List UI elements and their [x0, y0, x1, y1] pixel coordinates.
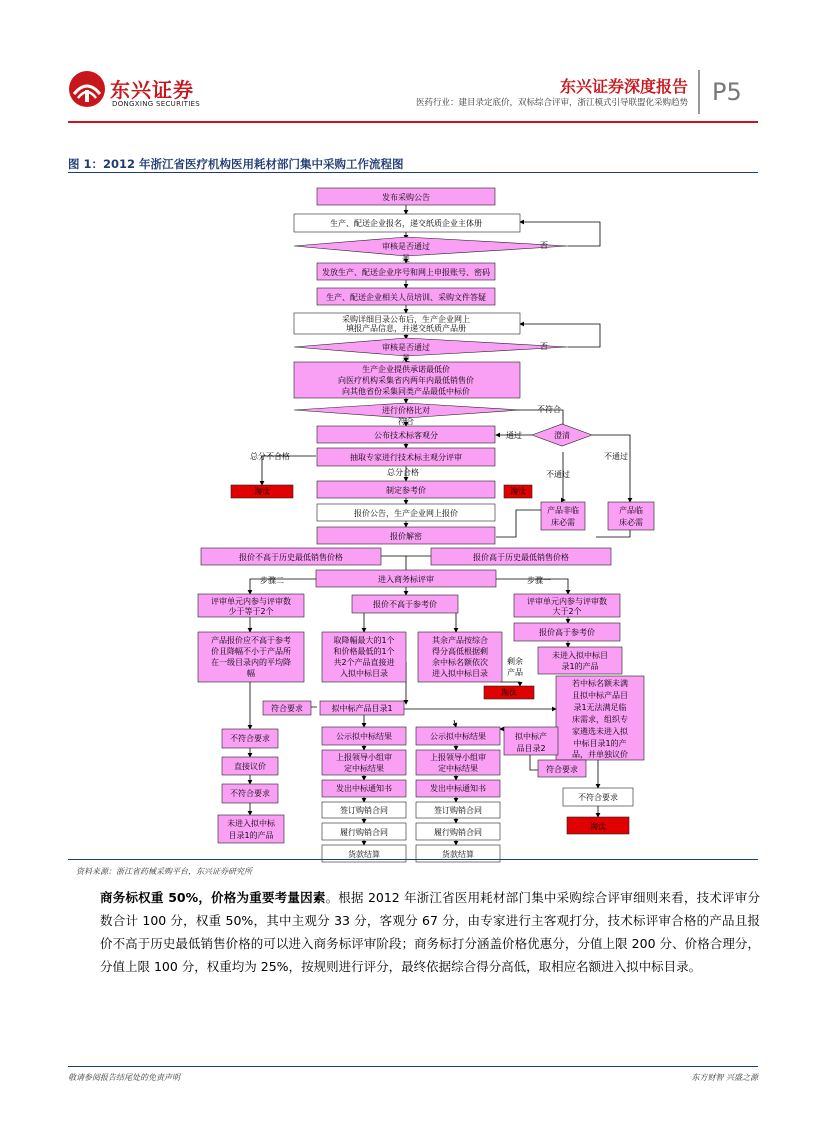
node-not-in-list1-a: 未进入拟中标: [227, 819, 275, 828]
label-fail-1: 不通过: [546, 470, 570, 479]
node-rule-a: 产品报价应不高于参考: [211, 636, 291, 645]
node-non-essential-a: 产品非临: [547, 506, 579, 515]
node-meets-req-right: 符合要求: [546, 765, 578, 774]
node-lowest-price-b: 向医疗机构采集省内两年内最低销售价: [338, 376, 474, 385]
node-essential-b: 床必需: [619, 518, 643, 527]
node-rest-c: 余中标名额依次: [432, 658, 488, 667]
node-direct-a: 取降幅最大的1个: [333, 636, 395, 645]
node-expert-select-a: 若中标名额未满: [572, 679, 628, 688]
node-settle-left: 货款结算: [348, 850, 380, 859]
paragraph-text: 。根据 2012 年浙江省医用耗材部门集中采购综合评审细则来看，技术评审分数合计 100 分，权重 50%，其中主观分 33 分，客观分 67 分，由专家进行主客观打分，技术标评审合格的产品且报价不高于历史最低销售价格的可以进入商务标评审阶段；商务标打分涵盖价格优惠分，分值上限 200 分、价格合理分，分值上限 100 分，权重均为 25%，按规则进行评分，最终依据综合得分高低，取相应名额进入拟中标目录。: [100, 890, 760, 974]
decision-review-2: 审核是否通过: [382, 343, 430, 352]
label-pass: 通过: [506, 431, 522, 440]
node-direct-b: 和价格最低的1个: [333, 647, 395, 656]
node-rest-a: 其余产品按综合: [432, 636, 488, 645]
node-catalog-b: 填报产品信息，并递交纸质产品册: [346, 324, 466, 333]
node-sign-left: 签订购销合同: [340, 806, 388, 815]
node-direct-d: 入拟中标目录: [340, 669, 388, 678]
label-remaining-b: 产品: [507, 668, 523, 677]
node-not-in-list1-b: 目录1的产品: [228, 831, 274, 840]
report-subtitle: 医药行业：建目录定底价，双标综合评审，浙江模式引导联盟化采购趋势: [415, 98, 688, 108]
node-meets-req-left: 符合要求: [271, 704, 303, 713]
node-settle-right: 货款结算: [442, 850, 474, 859]
node-set-reference-price: 制定参考价: [386, 486, 426, 495]
node-expert-select-e: 家遴选未进入拟: [572, 727, 628, 736]
node-notice-right: 发出中标通知书: [430, 784, 486, 793]
node-candidate-list-2-b: 品目录2: [516, 744, 546, 753]
node-commercial-review: 进入商务标评审: [378, 575, 434, 584]
node-issue-accounts: 发放生产、配送企业序号和网上申报账号、密码: [322, 268, 490, 277]
paragraph-lead: 商务标权重 50%，价格为重要考量因素: [100, 890, 326, 905]
node-rest-b: 得分高低根据剩: [432, 647, 488, 656]
node-essential-a: 产品临: [619, 506, 643, 515]
node-direct-negotiation: 直接议价: [234, 762, 266, 771]
node-candidate-list-2-a: 拟中标产: [515, 732, 547, 741]
node-expert-select-c: 录1无法满足临: [573, 703, 627, 712]
footer-rule: [68, 1066, 758, 1067]
node-not-in-list-a: 未进入拟中标目: [552, 651, 608, 660]
node-rule-c: 在一级目录内的平均降: [211, 658, 291, 667]
node-publicize-right: 公示拟中标结果: [430, 732, 486, 741]
node-expert-select-g: 品，并单独议价: [572, 750, 628, 759]
node-non-essential-b: 床必需: [551, 518, 575, 527]
node-quote-not-above-history: 报价不高于历史最低销售价格: [239, 553, 343, 562]
node-eliminated-1: 淘汰: [254, 487, 270, 496]
node-eliminated-3: 淘汰: [501, 688, 517, 697]
node-notice-left: 发出中标通知书: [336, 784, 392, 793]
decision-price-compare: 进行价格比对: [382, 406, 430, 415]
node-count-gt2-b: 大于2个: [552, 607, 582, 616]
logo-english: DONGXING SECURITIES: [112, 100, 201, 108]
node-direct-c: 共2个产品直接进: [333, 658, 395, 667]
label-no-2: 否: [540, 342, 548, 351]
label-step-2: 步骤二: [260, 576, 284, 585]
node-count-le2-a: 评审单元内参与评审数: [211, 597, 291, 606]
node-expert-select-d: 床需求，组织专: [572, 715, 628, 724]
node-not-in-list-b: 录1的产品: [561, 662, 599, 671]
node-fails-req-left-1: 不符合要求: [230, 734, 270, 743]
label-step-1: 步骤一: [527, 576, 551, 585]
node-subjective-review: 抽取专家进行技术标主观分评审: [350, 453, 462, 462]
node-expert-select-b: 且拟中标产品目: [572, 691, 628, 700]
page-number: P5: [712, 78, 742, 106]
figure-source: 资料来源：浙江省药械采购平台，东兴证券研究所: [76, 867, 252, 876]
label-yes-1: 是: [402, 254, 410, 263]
footer-slogan: 东方财智 兴盛之源: [691, 1073, 758, 1082]
node-fails-req-left-2: 不符合要求: [230, 789, 270, 798]
node-report-left-b: 定中标结果: [344, 764, 384, 773]
label-total-fail: 总分不合格: [250, 452, 290, 461]
node-report-right-a: 上报领导小组审: [430, 753, 486, 762]
node-quote-decrypt: 报价解密: [390, 532, 422, 541]
logo-text: 东兴证券: [110, 78, 194, 102]
node-rule-b: 价且降幅不小于产品所: [211, 647, 291, 656]
decision-review-1: 审核是否通过: [382, 242, 430, 251]
label-fail-2: 不通过: [604, 452, 628, 461]
node-report-right-b: 定中标结果: [438, 764, 478, 773]
label-remaining-a: 剩余: [507, 657, 523, 666]
node-eliminated-4: 淘汰: [590, 822, 606, 831]
label-yes-2: 是: [402, 354, 410, 363]
node-expert-select-f: 中标目录1的产: [573, 739, 627, 748]
node-publicize-left: 公示拟中标结果: [336, 732, 392, 741]
node-rule-d: 幅: [247, 669, 255, 678]
label-match: 符合: [398, 417, 414, 426]
node-eliminated-2: 淘汰: [510, 487, 526, 496]
report-title: 东兴证券深度报告: [559, 77, 688, 96]
node-lowest-price-a: 生产企业提供承诺最低价: [362, 365, 450, 374]
node-training: 生产、配送企业相关人员培训、采购文件答疑: [326, 293, 486, 302]
node-count-le2-b: 少于等于2个: [228, 607, 274, 616]
node-objective-score: 公布技术标客观分: [374, 431, 438, 440]
body-paragraph: [100, 886, 760, 978]
node-above-reference: 报价高于参考价: [539, 628, 595, 637]
node-sign-right: 签订购销合同: [434, 806, 482, 815]
node-catalog-a: 采购详细目录公布后，生产企业网上: [342, 315, 470, 324]
node-quote-notice: 报价公告，生产企业网上报价: [354, 509, 458, 518]
node-report-left-a: 上报领导小组审: [336, 753, 392, 762]
node-not-above-reference: 报价不高于参考价: [373, 600, 437, 609]
source-rule: [68, 859, 758, 860]
label-no-1: 否: [540, 241, 548, 250]
figure-caption: 图 1：2012 年浙江省医疗机构医用耗材部门集中采购工作流程图: [68, 157, 404, 171]
node-enterprise-register: 生产、配送企业报名，递交纸质企业主体册: [330, 219, 482, 228]
node-perform-right: 履行购销合同: [434, 828, 482, 837]
node-perform-left: 履行购销合同: [340, 828, 388, 837]
node-count-gt2-a: 评审单元内参与评审数: [527, 597, 607, 606]
node-lowest-price-c: 向其他省份采集同类产品最低中标价: [342, 387, 470, 396]
footer-disclaimer: 敬请参阅报告结尾处的免责声明: [68, 1073, 180, 1082]
label-total-pass: 总分合格: [387, 468, 419, 477]
decision-clarify: 澄清: [554, 431, 570, 440]
node-rest-d: 进入拟中标目录: [432, 669, 488, 678]
node-publish-notice: 发布采购公告: [382, 193, 430, 202]
label-mismatch: 不符合: [537, 405, 561, 414]
node-quote-above-history: 报价高于历史最低销售价格: [473, 553, 569, 562]
node-candidate-list-1: 拟中标产品目录1: [331, 704, 393, 713]
node-fails-req-right: 不符合要求: [578, 793, 618, 802]
